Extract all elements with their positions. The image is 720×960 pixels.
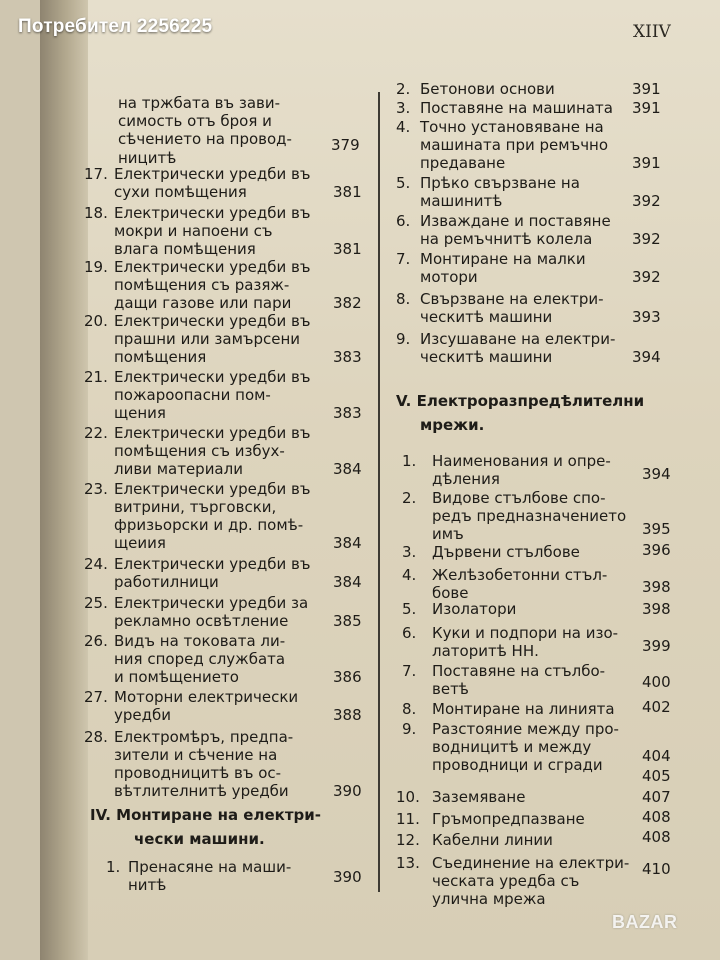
entry-number: 18. (84, 204, 108, 222)
entry-number: 21. (84, 368, 108, 386)
entry-number: 23. (84, 480, 108, 498)
section-heading: чески машини. (134, 830, 265, 848)
entry-page-number: 392 (632, 268, 661, 286)
entry-page-number: 404 (642, 747, 671, 765)
entry-number: 1. (402, 452, 417, 470)
toc-entry (396, 788, 636, 806)
toc-entry (402, 700, 642, 718)
entry-title-line: Електрически уредби въ (114, 480, 311, 498)
toc-entry (402, 624, 642, 660)
entry-number: 6. (402, 624, 417, 642)
entry-title-line: Свързване на електри- (420, 290, 604, 308)
entry-title-line: уредби (114, 706, 171, 724)
entry-page-number: 398 (642, 578, 671, 596)
entry-page-number: 379 (331, 136, 360, 154)
entry-title-line: ческата уредба съ (432, 872, 580, 890)
entry-title-line: Електрически уредби въ (114, 368, 311, 386)
seller-label: Потребител 2256225 (18, 16, 213, 37)
toc-entry (396, 212, 672, 248)
toc-entry (84, 204, 373, 258)
entry-number: 9. (396, 330, 411, 348)
entry-page-number: 407 (642, 788, 671, 806)
toc-entry (84, 258, 373, 312)
entry-number: 8. (396, 290, 411, 308)
entry-page-number: 392 (632, 230, 661, 248)
entry-title-line: сухи помѣщения (114, 183, 247, 201)
entry-title-line: щеиия (114, 534, 166, 552)
toc-entry (396, 290, 672, 326)
entry-title-line: щения (114, 404, 166, 422)
entry-title-line: работилници (114, 573, 219, 591)
entry-title-line: машината при ремъчно (420, 136, 609, 154)
entry-number: 19. (84, 258, 108, 276)
entry-title-line: проводницитѣ въ ос- (114, 764, 282, 782)
continuation-line: сѣчението на провод- (118, 130, 292, 148)
entry-title-line: ния според службата (114, 650, 286, 668)
entry-page-number: 394 (642, 465, 671, 483)
entry-title-line: Куки и подпори на изо- (432, 624, 619, 642)
entry-title-line: и помѣщението (114, 668, 239, 686)
entry-number: 10. (396, 788, 420, 806)
page-number: XIIV (633, 22, 671, 42)
entry-page-number: 408 (642, 828, 671, 846)
entry-number: 20. (84, 312, 108, 330)
entry-page-number: 385 (333, 612, 362, 630)
bazar-watermark: BAZAR (612, 912, 678, 932)
entry-title-line: ливи материали (114, 460, 243, 478)
toc-entry (84, 312, 373, 366)
continuation-line: симость отъ броя и (118, 112, 272, 130)
entry-title-line: Изсушаване на електри- (420, 330, 616, 348)
entry-number: 25. (84, 594, 108, 612)
entry-page-number: 384 (333, 534, 362, 552)
toc-entry (84, 728, 373, 800)
entry-title-line: Електрически уредби въ (114, 312, 311, 330)
entry-title-line: машинитѣ (420, 192, 503, 210)
entry-title-line: Монтиране на линията (432, 700, 615, 718)
entry-title-line: нитѣ (128, 876, 167, 894)
toc-entry (402, 720, 642, 774)
toc-entry (396, 250, 672, 286)
entry-number: 5. (396, 174, 411, 192)
entry-page-number: 398 (642, 600, 671, 618)
entry-title-line: на ремъчнитѣ колела (420, 230, 593, 248)
entry-title-line: влага помѣщения (114, 240, 256, 258)
entry-title-line: пожароопасни пом- (114, 386, 271, 404)
entry-number: 1. (106, 858, 121, 876)
entry-page-number: 405 (642, 767, 671, 785)
entry-page-number: 399 (642, 637, 671, 655)
entry-title-line: зители и сѣчение на (114, 746, 278, 764)
entry-number: 26. (84, 632, 108, 650)
entry-title-line: Поставяне на стълбо- (432, 662, 606, 680)
entry-title-line: дащи газове или пари (114, 294, 292, 312)
entry-page-number: 381 (333, 183, 362, 201)
entry-page-number: 393 (632, 308, 661, 326)
entry-title-line: проводници и сгради (432, 756, 603, 774)
entry-page-number: 396 (642, 541, 671, 559)
entry-title-line: Видъ на токовата ли- (114, 632, 286, 650)
entry-title-line: улична мрежа (432, 890, 546, 908)
toc-entry (84, 165, 373, 201)
entry-title-line: Изолатори (432, 600, 517, 618)
entry-title-line: ческитѣ машини (420, 348, 553, 366)
entry-number: 2. (402, 489, 417, 507)
entry-page-number: 391 (632, 154, 661, 172)
book-binding (40, 0, 88, 960)
entry-title-line: Точно установяване на (420, 118, 604, 136)
entry-number: 3. (402, 543, 417, 561)
entry-title-line: Бетонови основи (420, 80, 555, 98)
entry-title-line: Електрически уредби въ (114, 165, 311, 183)
entry-page-number: 408 (642, 808, 671, 826)
entry-title-line: дѣления (432, 470, 500, 488)
entry-title-line: Електрически уредби въ (114, 258, 311, 276)
entry-page-number: 395 (642, 520, 671, 538)
entry-number: 12. (396, 831, 420, 849)
toc-entry (396, 854, 636, 908)
entry-number: 13. (396, 854, 420, 872)
entry-page-number: 383 (333, 404, 362, 422)
continuation-line: ницитѣ (118, 149, 177, 167)
entry-title-line: помѣщения съ разяж- (114, 276, 290, 294)
toc-entry (402, 600, 642, 618)
toc-entry (396, 80, 672, 98)
entry-title-line: витрини, търговски, (114, 498, 277, 516)
toc-entry (396, 118, 672, 172)
entry-title-line: Електрически уредби въ (114, 555, 311, 573)
entry-page-number: 391 (632, 99, 661, 117)
entry-page-number: 388 (333, 706, 362, 724)
entry-number: 22. (84, 424, 108, 442)
entry-number: 9. (402, 720, 417, 738)
entry-number: 24. (84, 555, 108, 573)
entry-title-line: Желѣзобетонни стъл- (432, 566, 608, 584)
toc-entry (396, 810, 636, 828)
toc-entry (396, 831, 636, 849)
toc-entry (84, 480, 373, 552)
entry-title-line: Пренасяне на маши- (128, 858, 292, 876)
entry-title-line: вѣтлителнитѣ уредби (114, 782, 289, 800)
entry-title-line: помѣщения (114, 348, 207, 366)
entry-title-line: Електрически уредби въ (114, 424, 311, 442)
entry-number: 7. (396, 250, 411, 268)
entry-number: 28. (84, 728, 108, 746)
entry-title-line: Електромѣръ, предпа- (114, 728, 294, 746)
entry-page-number: 394 (632, 348, 661, 366)
entry-number: 4. (402, 566, 417, 584)
entry-number: 3. (396, 99, 411, 117)
entry-title-line: фризьорски и др. помѣ- (114, 516, 304, 534)
toc-entry (84, 688, 373, 724)
toc-entry (84, 594, 373, 630)
entry-title-line: Наименования и опре- (432, 452, 611, 470)
entry-title-line: Разстояние между про- (432, 720, 619, 738)
entry-title-line: Видове стълбове спо- (432, 489, 606, 507)
toc-entry (84, 555, 373, 591)
entry-title-line: Изваждане и поставяне (420, 212, 611, 230)
entry-title-line: мотори (420, 268, 478, 286)
entry-page-number: 386 (333, 668, 362, 686)
entry-title-line: редъ предназначението (432, 507, 627, 525)
toc-entry (396, 99, 672, 117)
entry-number: 27. (84, 688, 108, 706)
toc-entry (402, 662, 642, 698)
toc-entry (402, 452, 642, 488)
entry-page-number: 384 (333, 460, 362, 478)
entry-title-line: рекламно освѣтление (114, 612, 289, 630)
entry-page-number: 402 (642, 698, 671, 716)
entry-page-number: 400 (642, 673, 671, 691)
entry-title-line: ветѣ (432, 680, 469, 698)
entry-number: 8. (402, 700, 417, 718)
toc-entry (396, 174, 672, 210)
toc-entry (402, 566, 642, 602)
entry-page-number: 381 (333, 240, 362, 258)
entry-title-line: Кабелни линии (432, 831, 553, 849)
entry-title-line: помѣщения съ избух- (114, 442, 285, 460)
entry-page-number: 392 (632, 192, 661, 210)
section-heading: V. Електроразпредѣлителни (396, 392, 645, 410)
entry-title-line: латоритѣ НН. (432, 642, 539, 660)
entry-title-line: Гръмопредпазване (432, 810, 585, 828)
entry-title-line: Заземяване (432, 788, 526, 806)
toc-entry (84, 368, 373, 422)
entry-page-number: 390 (333, 868, 362, 886)
toc-entry (84, 424, 373, 478)
entry-title-line: мокри и напоени съ (114, 222, 273, 240)
entry-title-line: Поставяне на машината (420, 99, 613, 117)
continuation-line: на тржбата въ зави- (118, 94, 281, 112)
entry-number: 17. (84, 165, 108, 183)
entry-title-line: ческитѣ машини (420, 308, 553, 326)
column-divider (378, 92, 380, 892)
entry-page-number: 391 (632, 80, 661, 98)
entry-title-line: Дървени стълбове (432, 543, 580, 561)
toc-entry (396, 330, 672, 366)
entry-number: 7. (402, 662, 417, 680)
section-heading: мрежи. (420, 416, 485, 434)
entry-number: 4. (396, 118, 411, 136)
toc-entry (84, 632, 373, 686)
entry-title-line: Електрически уредби въ (114, 204, 311, 222)
entry-number: 5. (402, 600, 417, 618)
entry-title-line: прашни или замърсени (114, 330, 301, 348)
entry-title-line: Електрически уредби за (114, 594, 309, 612)
entry-title-line: предаване (420, 154, 506, 172)
entry-title-line: бове (432, 584, 469, 602)
entry-page-number: 410 (642, 860, 671, 878)
entry-title-line: имъ (432, 525, 464, 543)
entry-page-number: 384 (333, 573, 362, 591)
entry-number: 11. (396, 810, 420, 828)
entry-page-number: 382 (333, 294, 362, 312)
entry-page-number: 383 (333, 348, 362, 366)
entry-number: 6. (396, 212, 411, 230)
toc-entry (402, 543, 642, 561)
entry-title-line: Прѣко свързване на (420, 174, 580, 192)
entry-title-line: водницитѣ и между (432, 738, 592, 756)
entry-title-line: Монтиране на малки (420, 250, 586, 268)
entry-title-line: Моторни електрически (114, 688, 299, 706)
entry-number: 2. (396, 80, 411, 98)
section-heading: IV. Монтиране на електри- (90, 806, 321, 824)
entry-page-number: 390 (333, 782, 362, 800)
entry-title-line: Съединение на електри- (432, 854, 630, 872)
toc-entry (402, 489, 642, 543)
